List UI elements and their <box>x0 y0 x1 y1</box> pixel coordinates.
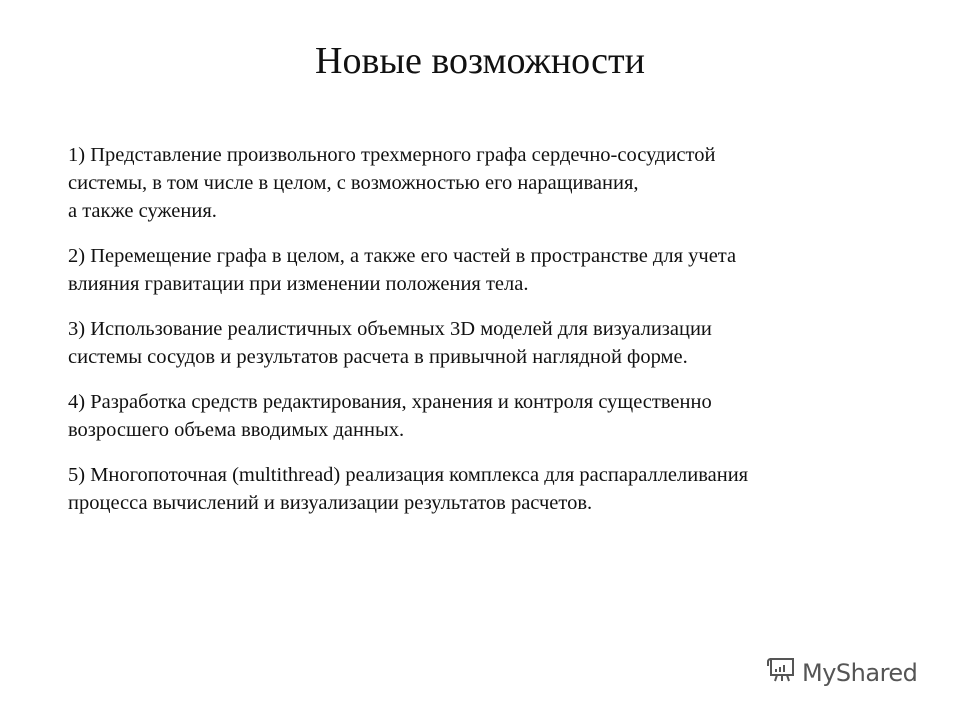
feature-line: 5) Многопоточная (multithread) реализация комплекса для распараллеливания <box>68 464 749 486</box>
feature-item-4 <box>68 388 908 444</box>
myshared-watermark <box>766 655 917 690</box>
feature-line: 1) Представление произвольного трехмерного графа сердечно-сосудистой <box>68 144 716 166</box>
feature-item-5 <box>68 461 908 517</box>
feature-line: системы сосудов и результатов расчета в привычной наглядной форме. <box>68 346 688 368</box>
feature-line: системы, в том числе в целом, с возможностью его наращивания, <box>68 172 639 194</box>
feature-line: возросшего объема вводимых данных. <box>68 419 405 441</box>
watermark-text: MyShared <box>802 658 918 687</box>
presentation-board-icon <box>766 655 796 690</box>
feature-item-1 <box>68 141 908 225</box>
feature-list <box>68 141 908 534</box>
slide-title: Новые возможности <box>315 40 645 82</box>
feature-line: 2) Перемещение графа в целом, а также его частей в пространстве для учета <box>68 245 737 267</box>
feature-line: 3) Использование реалистичных объемных 3D моделей для визуализации <box>68 318 712 340</box>
feature-line: процесса вычислений и визуализации результатов расчетов. <box>68 492 593 514</box>
feature-item-2 <box>68 242 908 298</box>
feature-line: 4) Разработка средств редактирования, хранения и контроля существенно <box>68 391 712 413</box>
feature-line: а также сужения. <box>68 200 217 222</box>
feature-item-3 <box>68 315 908 371</box>
feature-line: влияния гравитации при изменении положения тела. <box>68 273 529 295</box>
